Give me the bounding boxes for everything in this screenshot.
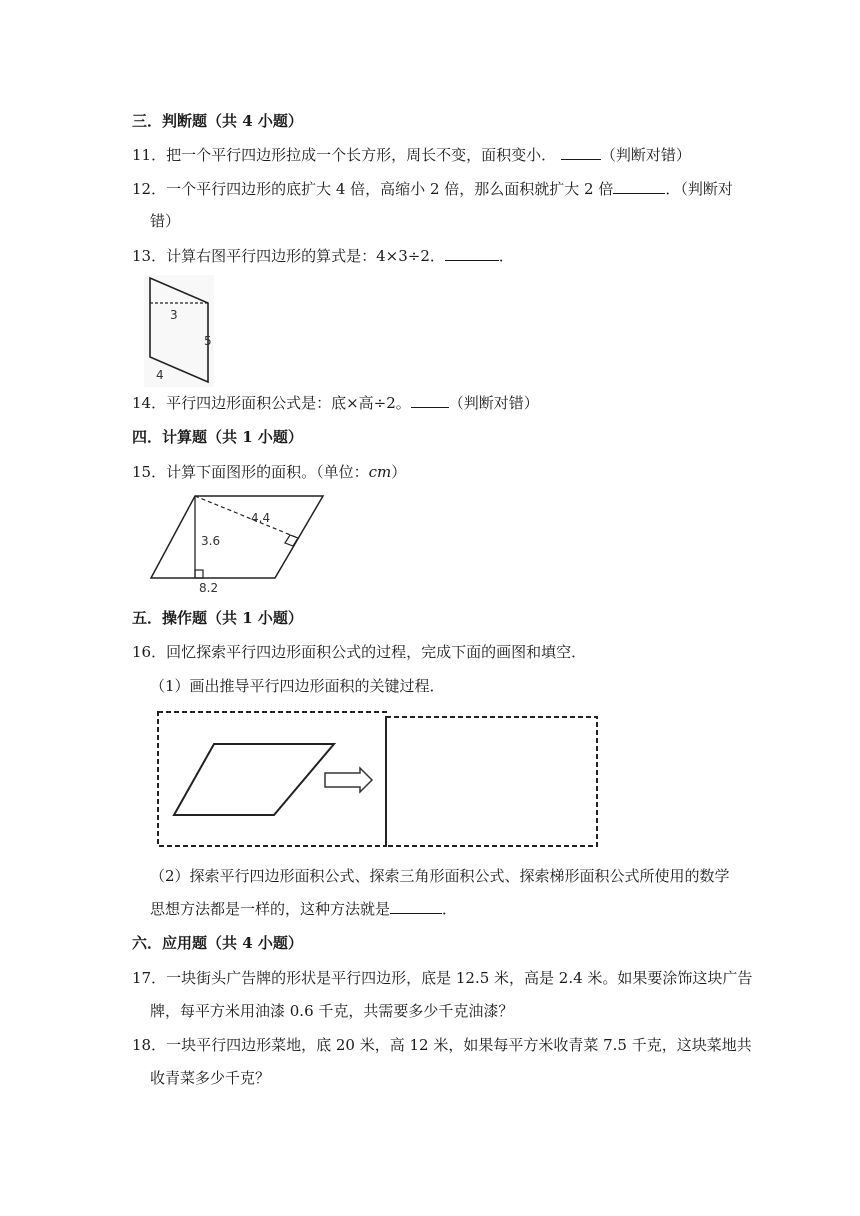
label-height: 3.6 — [201, 534, 221, 548]
q16-drawing-area — [155, 708, 601, 850]
question-13: 13．计算右图平行四边形的算式是：4×3÷2． ． — [132, 247, 514, 265]
parallelogram-shape — [174, 744, 334, 815]
question-count: 1 — [242, 609, 253, 627]
section-4-heading: 四．计算题（共 1 小题） — [132, 428, 303, 446]
question-17: 17．一块街头广告牌的形状是平行四边形，底是 12.5 米，高是 2.4 米。如果要涂饰这块广告 — [132, 969, 753, 987]
question-12-continued: 错） — [150, 212, 181, 230]
question-15: 15．计算下面图形的面积。（单位：cm） — [132, 463, 407, 481]
answer-blank[interactable] — [390, 899, 442, 914]
question-11: 11．把一个平行四边形拉成一个长方形，周长不变，面积变小． （判断对错） — [132, 146, 691, 164]
left-dashed-box — [158, 712, 386, 846]
question-count: 1 — [242, 428, 253, 446]
answer-blank[interactable] — [613, 179, 665, 194]
q15-parallelogram-figure — [147, 492, 327, 594]
section-3-heading: 三．判断题（共 4 小题） — [132, 112, 303, 130]
q13-parallelogram-figure — [144, 275, 214, 387]
question-17-continued: 牌，每平方米用油漆 0.6 千克，共需要多少千克油漆？ — [150, 1002, 514, 1020]
answer-dashed-box[interactable] — [386, 717, 597, 846]
parallelogram-shape — [151, 496, 323, 578]
question-14: 14．平行四边形面积公式是：底×高÷2。 （判断对错） — [132, 394, 539, 412]
answer-blank[interactable] — [445, 246, 499, 261]
right-angle-mark — [195, 570, 203, 578]
label-base: 8.2 — [199, 581, 219, 594]
question-16-part-2: （2）探索平行四边形面积公式、探索三角形面积公式、探索梯形面积公式所使用的数学 — [150, 867, 730, 885]
question-16: 16．回忆探索平行四边形面积公式的过程，完成下面的画图和填空． — [132, 643, 587, 661]
question-16-part-2-continued: 思想方法都是一样的，这种方法就是 ． — [150, 900, 458, 918]
question-18: 18．一块平行四边形菜地，底 20 米，高 12 米，如果每平方米收青菜 7.5 千克，这块菜地共 — [132, 1036, 752, 1054]
answer-blank[interactable] — [561, 145, 601, 160]
question-count: 4 — [242, 934, 253, 952]
question-16-part-1: （1）画出推导平行四边形面积的关键过程． — [150, 677, 445, 695]
label-base: 4 — [156, 368, 164, 382]
section-5-heading: 五．操作题（共 1 小题） — [132, 609, 303, 627]
question-12: 12．一个平行四边形的底扩大 4 倍，高缩小 2 倍，那么面积就扩大 2 倍 ．（判断对 — [132, 180, 733, 198]
answer-blank[interactable] — [411, 393, 449, 408]
label-side: 5 — [204, 334, 212, 348]
label-height: 3 — [170, 308, 178, 322]
right-angle-mark — [285, 535, 298, 546]
question-count: 4 — [242, 112, 253, 130]
right-arrow-icon — [325, 768, 372, 792]
question-18-continued: 收青菜多少千克？ — [150, 1069, 271, 1087]
section-6-heading: 六．应用题（共 4 小题） — [132, 934, 303, 952]
diagonal-height-dashed — [195, 496, 298, 538]
label-slant-height: 4.4 — [251, 511, 271, 525]
